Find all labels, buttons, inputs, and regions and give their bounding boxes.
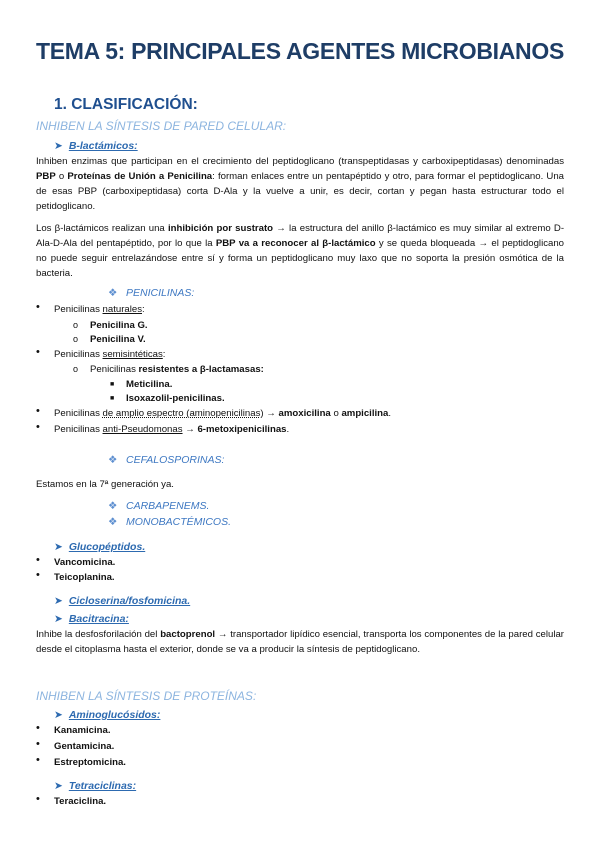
diamond-item-cefalosporinas: ❖ CEFALOSPORINAS: (108, 454, 225, 466)
list-item-semisinteticas: Penicilinas semisintéticas: (54, 349, 166, 360)
subheading-tetraciclinas: ➤ Tetraciclinas: (54, 780, 137, 792)
bullet-icon: • (36, 405, 40, 417)
square-bullet-icon: ■ (110, 395, 115, 402)
arrowhead-icon: ➤ (54, 595, 63, 607)
diamond-item-penicilinas: ❖ PENICILINAS: (108, 287, 195, 299)
arrowhead-icon: ➤ (54, 780, 63, 792)
cefalosporinas-text: Estamos en la 7ª generación ya. (36, 479, 174, 490)
circle-bullet-icon: o (73, 320, 79, 330)
list-item-anti-pseudomonas: Penicilinas anti-Pseudomonas → 6-metoxipenicilinas. (54, 424, 290, 435)
list-item-meticilina: Meticilina. (126, 379, 173, 390)
diamond-bullet-icon: ❖ (108, 500, 118, 512)
list-item-penicilina-v: Penicilina V. (90, 334, 146, 345)
list-item-naturales: Penicilinas naturales: (54, 304, 145, 315)
list-item: Teraciclina. (54, 796, 107, 807)
paragraph-bacitracina: Inhibe la desfosforilación del bactoprenol → transportador lipídico esencial, transporta los componentes de la pared celular desde el citoplasma hasta el exterior, donde se va a producir la síntesis de peptidoglicano. (36, 629, 565, 655)
list-item: Kanamicina. (54, 725, 111, 736)
arrowhead-icon: ➤ (54, 541, 63, 553)
bullet-icon: • (36, 346, 40, 358)
list-item: Gentamicina. (54, 741, 115, 752)
subheading-blactamicos: ➤ B-lactámicos: (54, 140, 138, 152)
diamond-item-monobactamicos: ❖ MONOBACTÉMICOS. (108, 516, 232, 528)
subheading-bacitracina: ➤ Bacitracina: (54, 613, 129, 625)
circle-bullet-icon: o (73, 334, 79, 344)
diamond-bullet-icon: ❖ (108, 287, 118, 299)
circle-bullet-icon: o (73, 364, 79, 374)
bullet-icon: • (36, 569, 40, 581)
bullet-icon: • (36, 738, 40, 750)
bullet-icon: • (36, 754, 40, 766)
list-item-resistentes: Penicilinas resistentes a β-lactamasas: (90, 364, 264, 375)
list-item-isoxazolil: Isoxazolil-penicilinas. (126, 393, 225, 404)
diamond-bullet-icon: ❖ (108, 454, 118, 466)
section-label-proteinas: INHIBEN LA SÍNTESIS DE PROTEÍNAS: (36, 689, 257, 703)
list-item-amplio-espectro: Penicilinas de amplio espectro (aminopenicilinas) → amoxicilina o ampicilina. (54, 408, 392, 419)
arrowhead-icon: ➤ (54, 709, 63, 721)
section-label-pared: INHIBEN LA SÍNTESIS DE PARED CELULAR: (36, 119, 287, 133)
arrowhead-icon: ➤ (54, 140, 63, 152)
subheading-cicloserina: ➤ Cicloserina/fosfomicina. (54, 595, 191, 607)
list-item: Teicoplanina. (54, 572, 115, 583)
arrowhead-icon: ➤ (54, 613, 63, 625)
paragraph-pbp: Inhiben enzimas que participan en el crecimiento del peptidoglicano (transpeptidasas y carboxipeptidasas) denominadas PBP o Proteínas de Unión a Penicilina: forman enlaces entre un pentapéptido y otro, para formar el peptidoglicano. Una de esas PBP (carboxipeptidasa) corta D-Ala y la vuelve a unir, es decir, cortan y pegan hasta estructurar todo el petidoglicano. (36, 156, 564, 212)
bullet-icon: • (36, 722, 40, 734)
list-item-penicilina-g: Penicilina G. (90, 320, 148, 331)
page-title: TEMA 5: PRINCIPALES AGENTES MICROBIANOS (36, 38, 564, 64)
bullet-icon: • (36, 554, 40, 566)
paragraph-inhibicion: Los β-lactámicos realizan una inhibición por sustrato → la estructura del anillo β-lactámico es muy similar al extremo D-Ala-D-Ala del pentapéptido, por lo que la PBP va a reconocer al β-lactámico y se queda bloqueada → el peptidoglicano no puede seguir entrelazándose entre sí y forma un peptidoglicano muy laxo que no soporta la presión osmótica de la bacteria. (36, 223, 565, 279)
diamond-item-carbapenems: ❖ CARBAPENEMS. (108, 500, 210, 512)
bullet-icon: • (36, 421, 40, 433)
square-bullet-icon: ■ (110, 381, 115, 388)
bullet-icon: • (36, 301, 40, 313)
list-item: Vancomicina. (54, 557, 116, 568)
subheading-glucopeptidos: ➤ Glucopéptidos. (54, 541, 146, 553)
bullet-icon: • (36, 793, 40, 805)
list-item: Estreptomicina. (54, 757, 126, 768)
diamond-bullet-icon: ❖ (108, 516, 118, 528)
section-heading: 1. CLASIFICACIÓN: (54, 96, 198, 113)
subheading-aminoglucosidos: ➤ Aminoglucósidos: (54, 709, 161, 721)
